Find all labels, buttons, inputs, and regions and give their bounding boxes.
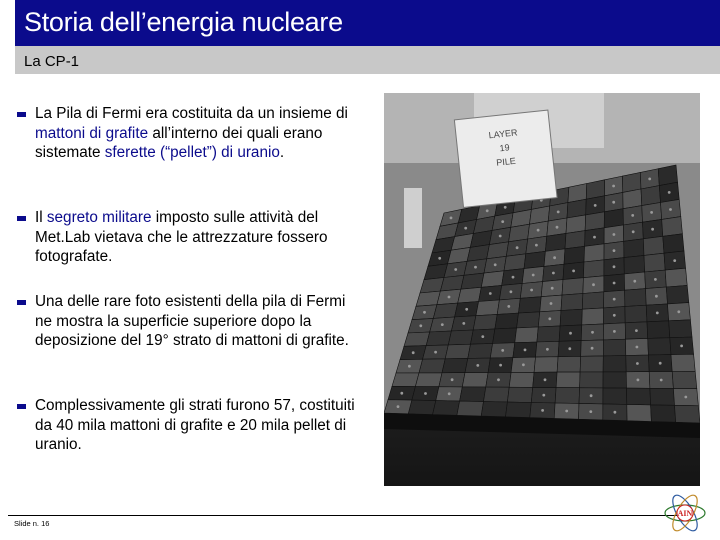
bullet-marker: [17, 112, 26, 117]
bullet-item: [16, 396, 361, 455]
bullet-text: La Pila di Fermi era costituita da un insieme di mattoni di grafite all’interno dei quali erano sistemate sferette (“pellet”) di uranio.: [35, 105, 348, 161]
bullet-marker: [17, 216, 26, 221]
bullet-item: [16, 208, 361, 267]
cp1-pile-photo: [384, 93, 700, 486]
sign-line: PILE: [495, 155, 517, 168]
bullet-marker: [17, 300, 26, 305]
sign-line: LAYER: [488, 127, 518, 141]
bullet-text: Il segreto militare imposto sulle attività del Met.Lab vietava che le attrezzature fossero fotografate.: [35, 209, 328, 265]
page-subtitle: La CP-1: [24, 53, 80, 70]
logo-text: AIN: [677, 509, 693, 518]
bullet-text: Una delle rare foto esistenti della pila di Fermi ne mostra la superficie superiore dopo la deposizione del 19° strato di mattoni di grafite.: [35, 293, 349, 349]
bullet-item: [16, 292, 361, 351]
slide-number: Slide n. 16: [14, 519, 50, 528]
page-title: Storia dell’energia nucleare: [24, 7, 343, 37]
bullet-marker: [17, 404, 26, 409]
subtitle-bar: [15, 46, 720, 74]
bullet-text: Complessivamente gli strati furono 57, costituiti da 40 mila mattoni di grafite e 20 mila pellet di uranio.: [35, 397, 355, 453]
ain-atom-logo: [662, 492, 708, 534]
sign-line: 19: [499, 142, 511, 154]
bullet-item: [16, 104, 361, 163]
footer-divider: [8, 515, 680, 516]
layer-sign: [454, 110, 557, 207]
